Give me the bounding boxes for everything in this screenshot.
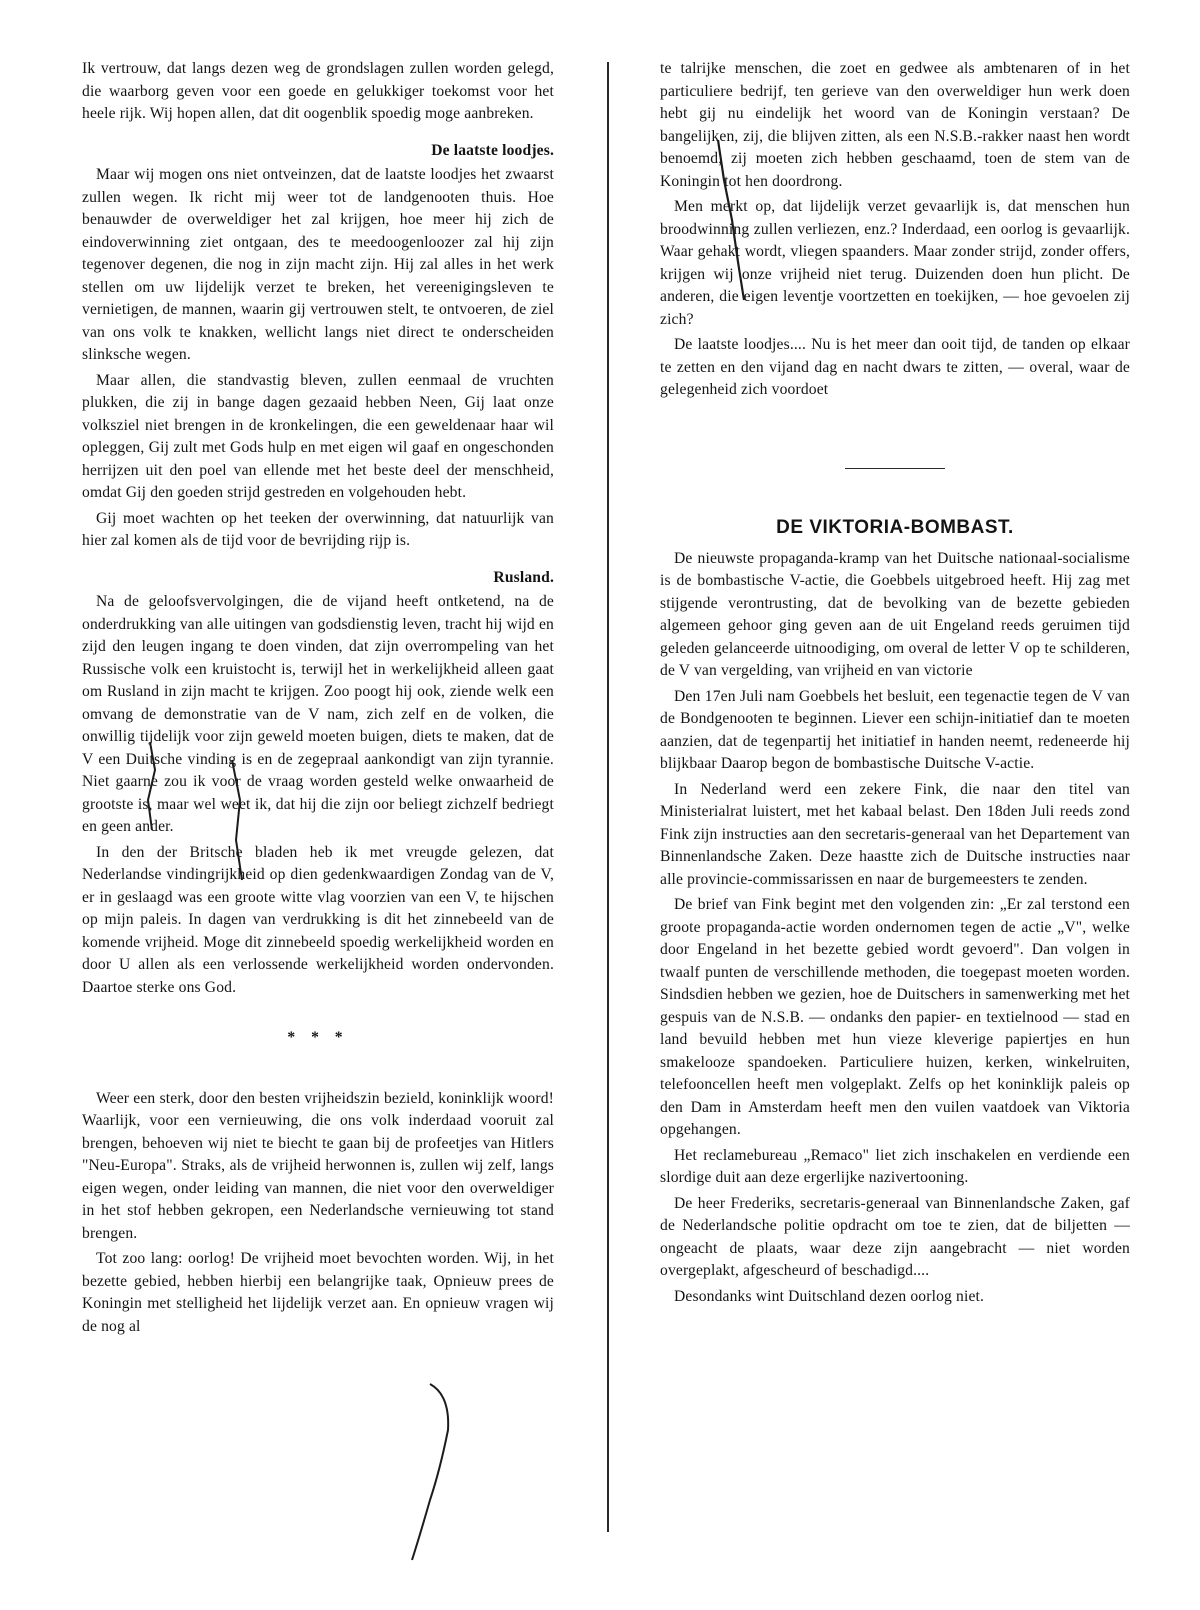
paragraph: De brief van Fink begint met den volgenden zin: „Er zal terstond een groote propaganda-actie worden ondernomen tegen de actie „V", welke door Engeland in het bezette gebied wordt gevoerd". Dan volgen in twaalf punten de verschillende methoden, die toegepast moeten worden. Sindsdien hebben we gezien, hoe de Duitschers in samenwerking met het gespuis van de N.S.B. — ondanks den papier- en textielnood — stad en land bevuild hebben met hun vieze kleverige papiertjes en hun smakelooze spandoeken. Particuliere huizen, kerken, winkelruiten, telefooncellen heeft men volgeplakt. Zelfs op het koninklijk paleis op den Dam in Amsterdam heeft men den vuilen vaatdoek van Viktoria opgehangen. (660, 896, 1130, 1138)
paragraph: Tot zoo lang: oorlog! De vrijheid moet bevochten worden. Wij, in het bezette gebied, hebben hierbij een belangrijke taak, Opnieuw prees de Koningin met stelligheid het lijdelijk verzet aan. En opnieuw vragen wij de nog al (82, 1250, 554, 1335)
pen-stroke (412, 1384, 448, 1560)
article-divider (845, 468, 945, 470)
paragraph: Men merkt op, dat lijdelijk verzet gevaarlijk is, dat menschen hun broodwinning zullen verliezen, enz.? Inderdaad, een oorlog is gevaarlijk. Waar gehakt wordt, vliegen spaanders. Maar zonder strijd, zonder offers, krijgen wij onze vrijheid niet terug. Duizenden doen hun plicht. De anderen, die eigen leventje voortzetten en toekijken, — hoe gevoelen zij zich? (660, 198, 1130, 328)
section-heading: Rusland. (493, 568, 554, 586)
right-column (660, 58, 1130, 1311)
paragraph: Na de geloofsvervolgingen, die de vijand heeft ontketend, na de onderdrukking van alle uitingen van godsdienstig leven, tracht hij wijd en zijd den leugen ingang te doen vinden, dat zijn overrompeling van het Russische volk een kruistocht is, terwijl het in werkelijkheid alleen gaat om Rusland in zijn macht te krijgen. Zoo poogt hij ook, ziende welk een omvang de demonstratie van de V nam, zich zelf en de volken, die onwillig tijdelijk voor zijn geweld moeten buigen, diets te maken, dat de V een Duitsche vinding is en de zegepraal aankondigt van zijn tyrannie. Niet gaarne zou ik voor de vraag worden gesteld welke onwaarheid de grootste is, maar wel weet ik, dat hij die zijn oor beliegt zichzelf bedriegt en geen ander. (82, 593, 554, 835)
paragraph: Gij moet wachten op het teeken der overwinning, dat natuurlijk van hier zal komen als de tijd voor de bevrijding rijp is. (82, 509, 554, 549)
paragraph: Weer een sterk, door den besten vrijheidszin bezield, koninklijk woord! Waarlijk, voor een vernieuwing, die ons volk inderdaad vooruit zal brengen, behoeven wij niet te biecht te gaan bij de profeetjes van Hitlers "Neu-Europa". Straks, als de vrijheid herwonnen is, zullen wij zelf, langs eigen wegen, onder leiding van mannen, die niet voor den overweldiger in het stof hebben gekropen, een Nederlandsche vernieuwing tot stand brengen. (82, 1089, 554, 1242)
paragraph: In Nederland werd een zekere Fink, die naar den titel van Ministerialrat luistert, met het kabaal belast. Den 18den Juli reeds zond Fink zijn instructies aan den secretaris-generaal van het Departement van Binnenlandsche Zaken. Deze haastte zich de Duitsche instructies naar alle provincie-commissarissen en naar de burgemeesters te zenden. (660, 780, 1130, 888)
paragraph: Maar wij mogen ons niet ontveinzen, dat de laatste loodjes het zwaarst zullen wegen. Ik richt mij weer tot de landgenooten thuis. Hoe benauwder de overweldiger het zal krijgen, hoe meer hij zich de eindoverwinning ziet ontgaan, des te meedoogenloozer zal hij zijn tegenover degenen, die nog in zijn macht zijn. Hij zal alles in het werk stellen om uw lijdelijk verzet te breken, het vereenigingsleven te vernietigen, de mannen, waarin gij vertrouwen stelt, te ontvoeren, de ziel van ons volk te knakken, wellicht langs niet direct te onderscheiden slinksche wegen. (82, 166, 554, 363)
paragraph: te talrijke menschen, die zoet en gedwee als ambtenaren of in het particuliere bedrijf, ten gerieve van den overweldiger hun werk doen hebt gij nu eindelijk het woord van de Koningin verstaan? De bangelijken, zij, die blijven zitten, als een N.S.B.-rakker naast hen wordt benoemd, zij moeten zich hebben geschaamd, toen de stem van de Koningin tot hen doordrong. (660, 60, 1130, 190)
paragraph: De laatste loodjes.... Nu is het meer dan ooit tijd, de tanden op elkaar te zetten en den vijand dag en nacht dwars te zitten, — overal, waar de gelegenheid zich voordoet (660, 336, 1130, 398)
paragraph: De nieuwste propaganda-kramp van het Duitsche nationaal-socialisme is de bombastische V-actie, die Goebbels uitgebroed heeft. Hij zag met stijgende verontrusting, dat de bevolking van de bezette gebieden algemeen gehoor ging geven aan de uit Engeland reeds geruimen tijd geleden gelanceerde uitnoodiging, om overal de letter V op te schilderen, de V van vergelding, van vrijheid en van victorie (660, 549, 1130, 679)
paragraph: Den 17en Juli nam Goebbels het besluit, een tegenactie tegen de V van de Bondgenooten te beginnen. Liever een schijn-initiatief dan te moeten aanzien, dat de tegenpartij het initiatief in handen neemt, redeneerde hij blijkbaar Daarop begon de bombastische Duitsche V-actie. (660, 687, 1130, 772)
left-column (82, 58, 554, 1341)
paragraph: Desondanks wint Duitschland dezen oorlog niet. (674, 1287, 985, 1305)
column-divider (607, 62, 609, 1532)
paragraph: De heer Frederiks, secretaris-generaal van Binnenlandsche Zaken, gaf de Nederlandsche politie opdracht om toe te zien, dat de biljetten — ongeacht de plaats, waar deze zijn aangebracht — niet worden overgeplakt, afgescheurd of beschadigd.... (660, 1194, 1130, 1279)
paragraph: In den der Britsche bladen heb ik met vreugde gelezen, dat Nederlandse vindingrijkheid op dien gedenkwaardigen Zondag van de V, er in geslaagd was een groote witte vlag voorzien van een V, te hijschen op mijn paleis. In dagen van verdrukking is dit het zinnebeeld van de komende vrijheid. Moge dit zinnebeeld spoedig werkelijkheid worden en door U allen als een verlossende werkelijkheid worden ondervonden. Daartoe sterke ons God. (82, 843, 554, 996)
section-separator: * * * (287, 1029, 349, 1046)
section-heading: De laatste loodjes. (431, 141, 554, 159)
paragraph: Maar allen, die standvastig bleven, zullen eenmaal de vruchten plukken, die zij in bange dagen gezaaid hebben Neen, Gij laat onze volksziel niet brengen in de kronkelingen, die een geweldenaar haar wil opleggen, Gij zult met Gods hulp en met eigen wil gaaf en ongeschonden herrijzen uit den poel van ellende met het beste deel der menschheid, omdat Gij den goeden strijd gestreden en volgehouden hebt. (82, 371, 554, 501)
paragraph: Het reclamebureau „Remaco" liet zich inschakelen en verdiende een slordige duit aan deze ergerlijke nazivertooning. (660, 1146, 1130, 1186)
article-title: DE VIKTORIA-BOMBAST. (776, 517, 1014, 538)
paragraph: Ik vertrouw, dat langs dezen weg de grondslagen zullen worden gelegd, die waarborg geven voor een goede en gelukkiger toekomst voor het heele rijk. Wij hopen allen, dat dit oogenblik spoedig moge aanbreken. (82, 60, 554, 122)
